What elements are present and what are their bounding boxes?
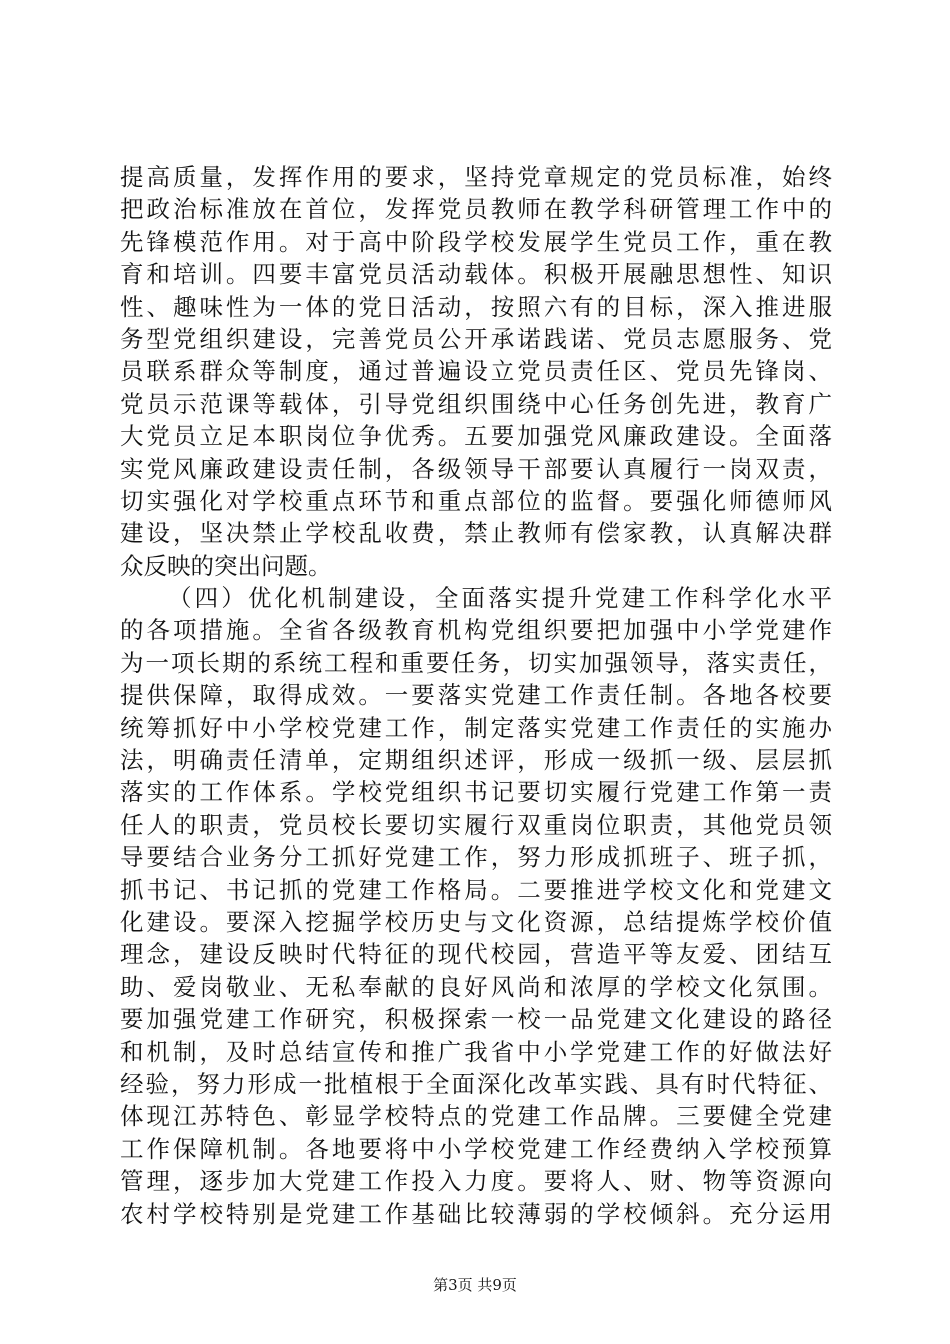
text-line: 大党员立足本职岗位争优秀。五要加强党风廉政建设。全面落: [120, 422, 832, 451]
body-text: [120, 161, 832, 1230]
text-line: 建设，坚决禁止学校乱收费，禁止教师有偿家教，认真解决群: [120, 519, 832, 548]
text-line: 提供保障，取得成效。一要落实党建工作责任制。各地各校要: [120, 681, 832, 710]
text-line: 和机制，及时总结宣传和推广我省中小学党建工作的好做法好: [120, 1037, 832, 1066]
text-line: 工作保障机制。各地要将中小学校党建工作经费纳入学校预算: [120, 1134, 832, 1163]
text-line: 农村学校特别是党建工作基础比较薄弱的学校倾斜。充分运用: [120, 1199, 832, 1228]
text-line: 统筹抓好中小学校党建工作，制定落实党建工作责任的实施办: [120, 713, 832, 742]
text-line: 性、趣味性为一体的党日活动，按照六有的目标，深入推进服: [120, 292, 832, 321]
text-line: 实党风廉政建设责任制，各级领导干部要认真履行一岗双责，: [120, 454, 832, 483]
text-line: 体现江苏特色、彰显学校特点的党建工作品牌。三要健全党建: [120, 1102, 832, 1131]
text-line: 提高质量，发挥作用的要求，坚持党章规定的党员标准，始终: [120, 163, 832, 191]
page-footer: [0, 1275, 950, 1295]
text-line: 员联系群众等制度，通过普遍设立党员责任区、党员先锋岗、: [120, 357, 832, 386]
text-line: 把政治标准放在首位，发挥党员教师在教学科研管理工作中的: [120, 195, 832, 224]
text-line: 法，明确责任清单，定期组织述评，形成一级抓一级、层层抓: [120, 746, 832, 775]
text-line: 管理，逐步加大党建工作投入力度。要将人、财、物等资源向: [120, 1167, 832, 1196]
text-line: 育和培训。四要丰富党员活动载体。积极开展融思想性、知识: [120, 260, 832, 289]
text-line: 导要结合业务分工抓好党建工作，努力形成抓班子、班子抓，: [120, 843, 832, 872]
text-line: 的各项措施。全省各级教育机构党组织要把加强中小学党建作: [120, 616, 832, 645]
text-line: 为一项长期的系统工程和重要任务，切实加强领导，落实责任，: [120, 648, 832, 677]
text-line: 切实强化对学校重点环节和重点部位的监督。要强化师德师风: [120, 486, 832, 515]
text-line: 助、爱岗敬业、无私奉献的良好风尚和浓厚的学校文化氛围。: [120, 972, 832, 1001]
page-number-indicator: 第3页 共9页: [433, 1276, 517, 1294]
text-line: 先锋模范作用。对于高中阶段学校发展学生党员工作，重在教: [120, 227, 832, 256]
text-line: 理念，建设反映时代特征的现代校园，营造平等友爱、团结互: [120, 940, 832, 969]
text-line: 要加强党建工作研究，积极探索一校一品党建文化建设的路径: [120, 1005, 832, 1034]
text-line: 党员示范课等载体，引导党组织围绕中心任务创先进，教育广: [120, 389, 832, 418]
text-line: 抓书记、书记抓的党建工作格局。二要推进学校文化和党建文: [120, 875, 832, 904]
text-line: 化建设。要深入挖掘学校历史与文化资源，总结提炼学校价值: [120, 907, 832, 936]
text-line: 任人的职责，党员校长要切实履行双重岗位职责，其他党员领: [120, 810, 832, 839]
text-line-paragraph-start: （四）优化机制建设，全面落实提升党建工作科学化水平: [168, 584, 832, 613]
text-line: 经验，努力形成一批植根于全面深化改革实践、具有时代特征、: [120, 1069, 832, 1098]
text-line-paragraph-end: 众反映的突出问题。: [120, 551, 332, 580]
text-line: 落实的工作体系。学校党组织书记要切实履行党建工作第一责: [120, 778, 832, 807]
text-line: 务型党组织建设，完善党员公开承诺践诺、党员志愿服务、党: [120, 324, 832, 353]
